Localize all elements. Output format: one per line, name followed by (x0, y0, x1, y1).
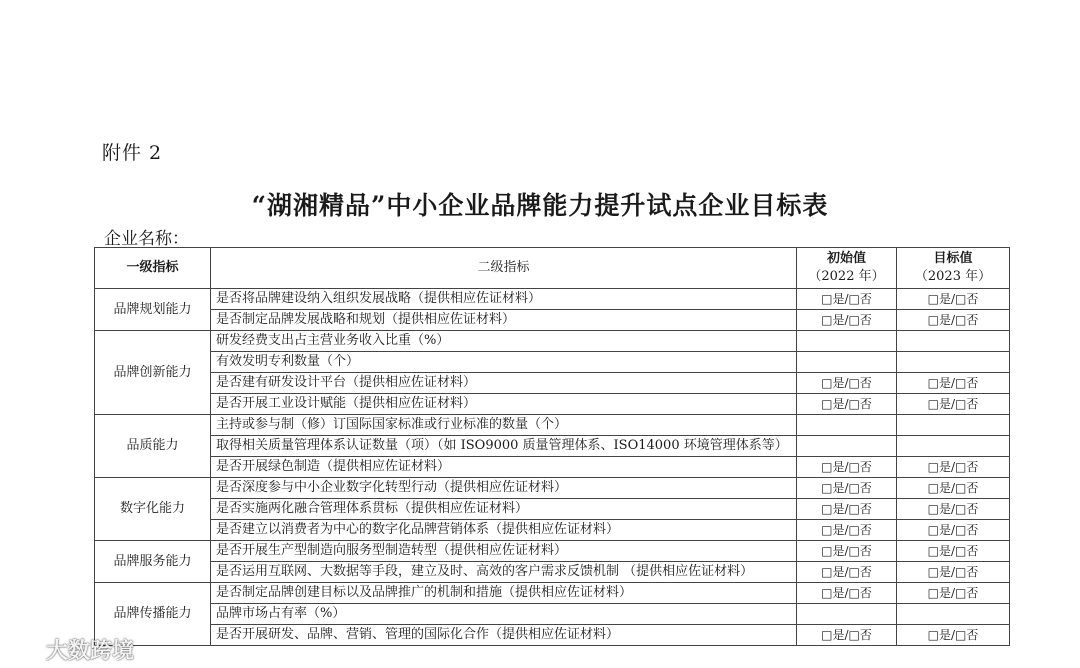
target-table (94, 247, 1010, 646)
initial-value-cell[interactable]: □是/□否 (797, 520, 897, 541)
initial-value-cell[interactable] (797, 415, 897, 436)
table-row (95, 373, 1010, 394)
level2-indicator: 主持或参与制（修）订国际国家标准或行业标准的数量（个） (211, 415, 797, 436)
target-value-cell[interactable] (897, 415, 1010, 436)
initial-value-cell[interactable]: □是/□否 (797, 583, 897, 604)
target-value-cell[interactable] (897, 436, 1010, 457)
initial-value-cell[interactable]: □是/□否 (797, 310, 897, 331)
table-row (95, 310, 1010, 331)
watermark-text: 大数跨境 (46, 639, 135, 664)
table-row (95, 289, 1010, 310)
level2-indicator: 研发经费支出占主营业务收入比重（%） (211, 331, 797, 352)
level2-indicator: 是否开展研发、品牌、营销、管理的国际化合作（提供相应佐证材料） (211, 625, 797, 646)
initial-value-cell[interactable]: □是/□否 (797, 541, 897, 562)
table-row (95, 520, 1010, 541)
initial-value-cell[interactable]: □是/□否 (797, 457, 897, 478)
level1-indicator: 品质能力 (95, 415, 211, 478)
initial-value-cell[interactable] (797, 436, 897, 457)
level2-indicator: 有效发明专利数量（个） (211, 352, 797, 373)
table-row (95, 394, 1010, 415)
table-row (95, 436, 1010, 457)
target-value-cell[interactable]: □是/□否 (897, 499, 1010, 520)
header-target-year: （2023 年） (914, 269, 992, 284)
header-initial-title: 初始值 (826, 251, 866, 266)
target-value-cell[interactable]: □是/□否 (897, 310, 1010, 331)
initial-value-cell[interactable]: □是/□否 (797, 499, 897, 520)
initial-value-cell[interactable] (797, 352, 897, 373)
header-target (897, 248, 1010, 289)
initial-value-cell[interactable]: □是/□否 (797, 373, 897, 394)
table-row (95, 415, 1010, 436)
table-row (95, 541, 1010, 562)
target-value-cell[interactable]: □是/□否 (897, 289, 1010, 310)
level2-indicator: 是否开展工业设计赋能（提供相应佐证材料） (211, 394, 797, 415)
level2-indicator: 是否开展绿色制造（提供相应佐证材料） (211, 457, 797, 478)
level2-indicator: 是否实施两化融合管理体系贯标（提供相应佐证材料） (211, 499, 797, 520)
level1-indicator: 品牌服务能力 (95, 541, 211, 583)
level2-indicator: 是否制定品牌创建目标以及品牌推广的机制和措施（提供相应佐证材料） (211, 583, 797, 604)
target-value-cell[interactable]: □是/□否 (897, 625, 1010, 646)
initial-value-cell[interactable]: □是/□否 (797, 394, 897, 415)
level2-indicator: 是否建有研发设计平台（提供相应佐证材料） (211, 373, 797, 394)
table-row (95, 583, 1010, 604)
table-row (95, 499, 1010, 520)
table-row (95, 604, 1010, 625)
level2-indicator: 是否将品牌建设纳入组织发展战略（提供相应佐证材料） (211, 289, 797, 310)
target-value-cell[interactable]: □是/□否 (897, 478, 1010, 499)
target-value-cell[interactable]: □是/□否 (897, 457, 1010, 478)
initial-value-cell[interactable]: □是/□否 (797, 478, 897, 499)
initial-value-cell[interactable]: □是/□否 (797, 289, 897, 310)
table-row (95, 331, 1010, 352)
level2-indicator: 是否建立以消费者为中心的数字化品牌营销体系（提供相应佐证材料） (211, 520, 797, 541)
target-value-cell[interactable]: □是/□否 (897, 520, 1010, 541)
table-row (95, 352, 1010, 373)
initial-value-cell[interactable]: □是/□否 (797, 562, 897, 583)
level1-indicator: 品牌传播能力 (95, 583, 211, 646)
target-value-cell[interactable] (897, 604, 1010, 625)
company-name-label: 企业名称： (104, 229, 189, 249)
target-value-cell[interactable]: □是/□否 (897, 583, 1010, 604)
initial-value-cell[interactable] (797, 604, 897, 625)
logo-icon (8, 639, 42, 661)
initial-value-cell[interactable]: □是/□否 (797, 625, 897, 646)
target-value-cell[interactable]: □是/□否 (897, 373, 1010, 394)
header-level1: 一级指标 (95, 248, 211, 289)
attachment-label: 附件 2 (102, 142, 163, 164)
target-value-cell[interactable]: □是/□否 (897, 562, 1010, 583)
level2-indicator: 是否运用互联网、大数据等手段，建立及时、高效的客户需求反馈机制 （提供相应佐证材料） (211, 562, 797, 583)
level2-indicator: 是否深度参与中小企业数字化转型行动（提供相应佐证材料） (211, 478, 797, 499)
level2-indicator: 是否开展生产型制造向服务型制造转型（提供相应佐证材料） (211, 541, 797, 562)
table-row (95, 562, 1010, 583)
document-title: “湖湘精品”中小企业品牌能力提升试点企业目标表 (251, 191, 829, 220)
level2-indicator: 是否制定品牌发展战略和规划（提供相应佐证材料） (211, 310, 797, 331)
table-row (95, 457, 1010, 478)
level2-indicator: 品牌市场占有率（%） (211, 604, 797, 625)
header-target-title: 目标值 (933, 251, 973, 266)
level1-indicator: 品牌规划能力 (95, 289, 211, 331)
header-level2: 二级指标 (211, 248, 797, 289)
level1-indicator: 数字化能力 (95, 478, 211, 541)
table-row (95, 625, 1010, 646)
target-value-cell[interactable] (897, 352, 1010, 373)
header-initial (797, 248, 897, 289)
level1-indicator: 品牌创新能力 (95, 331, 211, 415)
table-header-row (95, 248, 1010, 289)
table-body (95, 289, 1010, 646)
target-value-cell[interactable] (897, 331, 1010, 352)
header-initial-year: （2022 年） (808, 269, 885, 284)
initial-value-cell[interactable] (797, 331, 897, 352)
table-row (95, 478, 1010, 499)
target-value-cell[interactable]: □是/□否 (897, 541, 1010, 562)
target-value-cell[interactable]: □是/□否 (897, 394, 1010, 415)
watermark (8, 634, 134, 665)
level2-indicator: 取得相关质量管理体系认证数量（项）（如 ISO9000 质量管理体系、ISO14000 环境管理体系等） (211, 436, 797, 457)
